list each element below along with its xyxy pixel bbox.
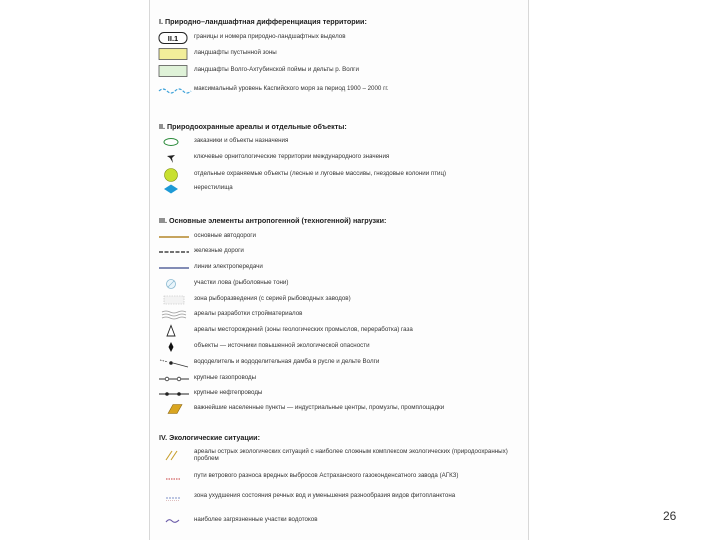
water-degradation-icon (158, 492, 192, 506)
legend-row (158, 167, 523, 181)
reserve-oval-icon (158, 135, 192, 149)
hazard-object-icon (158, 340, 192, 354)
legend-text: важнейшие населенные пункты — индустриальные центры, промузлы, промплощадки (194, 404, 445, 411)
spawning-ground-icon (158, 182, 192, 196)
protected-object-circle-icon (158, 167, 192, 183)
section-heading-1: I. Природно–ландшафтная дифференциация территории: (159, 17, 367, 26)
legend-row (158, 472, 523, 486)
power-line-icon (158, 261, 192, 275)
legend-row (158, 340, 523, 354)
emission-path-icon (158, 472, 192, 486)
legend-row (158, 230, 523, 244)
legend-text: зона ухудшения состояния речных вод и уменьшения разнообразия видов фитопланктона (194, 492, 456, 499)
sea-level-line-icon (158, 83, 192, 97)
legend-text: границы и номера природно-ландшафтных выделов (194, 33, 346, 40)
quarry-hatch-icon (158, 308, 192, 322)
section-heading-4: IV. Экологические ситуации: (159, 433, 260, 442)
legend-text: заказники и объекты назначения (194, 137, 289, 144)
legend-text: железные дороги (194, 247, 244, 254)
legend-row (158, 293, 523, 307)
floodplain-swatch-icon (158, 64, 192, 78)
legend-text: ареалы разработки стройматериалов (194, 310, 303, 317)
legend-row (158, 514, 523, 528)
desert-zone-swatch-icon (158, 47, 192, 61)
legend-text: линии электропередачи (194, 263, 263, 270)
settlement-icon (158, 402, 192, 416)
legend-row (158, 387, 523, 401)
legend-text: крупные газопроводы (194, 374, 257, 381)
legend-row (158, 31, 523, 45)
acute-situation-hatch-icon (158, 448, 192, 462)
section-heading-3: III. Основные элементы антропогенной (техногенной) нагрузки: (159, 216, 387, 225)
highway-line-icon (158, 230, 192, 244)
legend-row (158, 308, 523, 322)
page-number: 26 (663, 509, 677, 523)
railway-line-icon (158, 245, 192, 259)
oil-pipeline-icon (158, 387, 192, 401)
region-box-label: II.1 (167, 34, 179, 43)
gas-pipeline-icon (158, 372, 192, 386)
bird-area-icon (158, 151, 192, 165)
legend-text: зона рыборазведения (с серией рыбоводных заводов) (194, 295, 351, 302)
legend-row (158, 402, 523, 416)
legend-text: крупные нефтепроводы (194, 389, 263, 396)
legend-row (158, 64, 523, 78)
legend-text: нерестилища (194, 184, 233, 191)
legend-text: максимальный уровень Каспийского моря за период 1900 – 2000 гг. (194, 85, 389, 92)
region-number-box-icon (158, 31, 192, 45)
legend-text: ареалы острых экологических ситуаций с наиболее сложным комплексом экологических (природоохранных) проблем (194, 448, 508, 463)
legend-row (158, 261, 523, 275)
legend-text: ландшафты Волго-Ахтубинской поймы и дельты р. Волги (194, 66, 359, 73)
legend-row (158, 277, 523, 291)
legend-text: объекты — источники повышенной экологической опасности (194, 342, 370, 349)
legend-row (158, 47, 523, 61)
fish-farming-zone-icon (158, 293, 192, 307)
legend-text: основные автодороги (194, 232, 257, 239)
legend-page (149, 0, 529, 540)
legend-row (158, 356, 523, 370)
water-divider-icon (158, 356, 192, 370)
legend-row (158, 83, 523, 97)
legend-row (158, 448, 523, 462)
legend-row (158, 182, 523, 196)
polluted-stream-icon (158, 514, 192, 528)
legend-row (158, 324, 523, 338)
legend-text: ключевые орнитологические территории международного значения (194, 153, 390, 160)
deposit-triangle-icon (158, 324, 192, 338)
legend-row (158, 245, 523, 259)
legend-row (158, 372, 523, 386)
fishing-area-icon (158, 277, 192, 291)
legend-text: ландшафты пустынной зоны (194, 49, 277, 56)
section-heading-2: II. Природоохранные ареалы и отдельные объекты: (159, 122, 347, 131)
legend-text: отдельные охраняемые объекты (лесные и луговые массивы, гнездовые колонии птиц) (194, 170, 447, 177)
legend-text: наиболее загрязненные участки водотоков (194, 516, 318, 523)
legend-text: пути ветрового разноса вредных выбросов Астраханского газоконденсатного завода (АГКЗ) (194, 472, 459, 479)
legend-text: вододелитель и вододелительная дамба в русле и дельте Волги (194, 358, 380, 365)
legend-text: ареалы месторождений (зоны геологических промыслов, переработка) газа (194, 326, 413, 333)
legend-row (158, 135, 523, 149)
legend-text: участки лова (рыболовные тони) (194, 279, 289, 286)
legend-row (158, 151, 523, 165)
legend-row (158, 492, 523, 506)
